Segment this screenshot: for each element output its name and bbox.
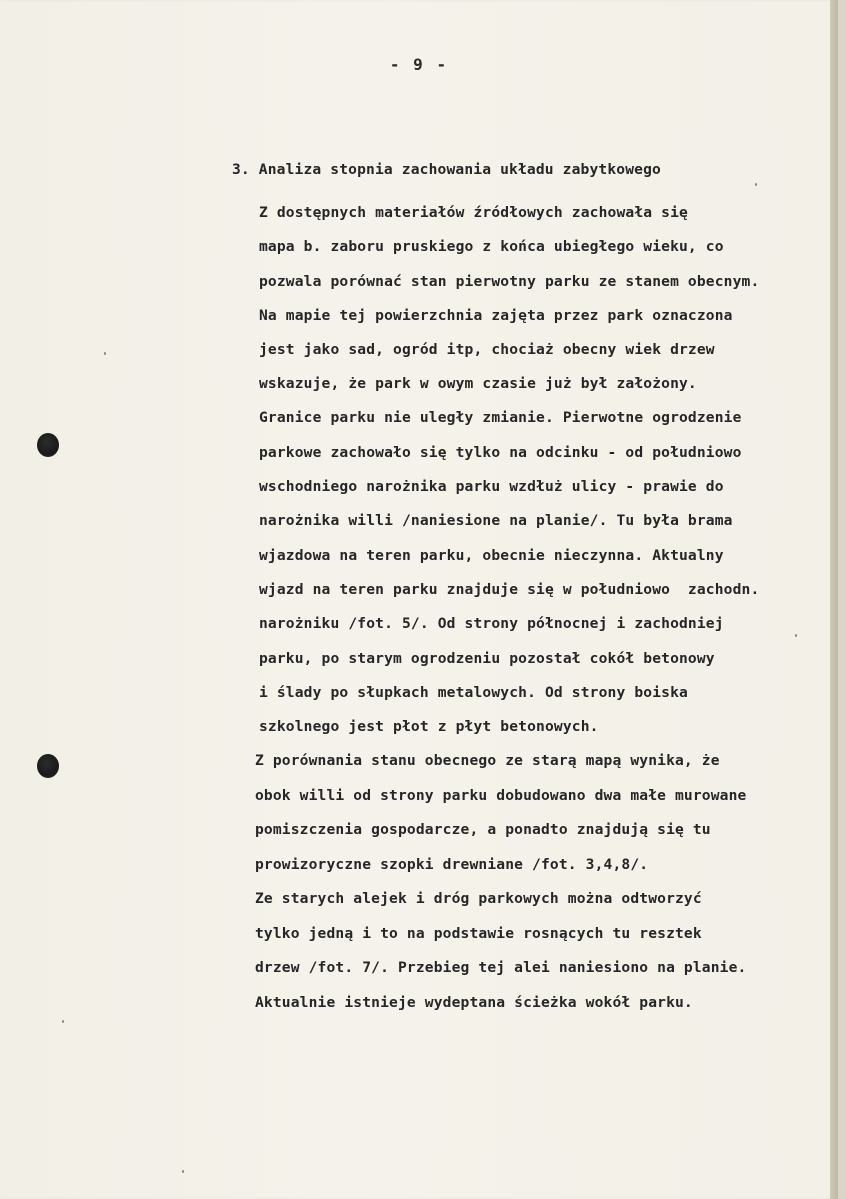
body-line: Aktualnie istnieje wydeptana ścieżka wokół parku. [255,994,693,1011]
body-line: parku, po starym ogrodzeniu pozostał cokół betonowy [259,650,715,667]
body-line: jest jako sad, ogród itp, chociaż obecny wiek drzew [259,341,715,358]
page-number: - 9 - [389,55,449,74]
paper-speck [795,634,797,637]
body-line: wskazuje, że park w owym czasie już był założony. [259,375,697,392]
page-edge [830,0,838,1199]
body-line: drzew /fot. 7/. Przebieg tej alei naniesiono na planie. [255,959,747,976]
body-line: mapa b. zaboru pruskiego z końca ubiegłego wieku, co [259,238,724,255]
body-line: Z porównania stanu obecnego ze starą mapą wynika, że [255,752,720,769]
body-line: pozwala porównać stan pierwotny parku ze stanem obecnym. [259,273,760,290]
body-line: prowizoryczne szopki drewniane /fot. 3,4,8/. [255,856,649,873]
body-line: Z dostępnych materiałów źródłowych zachowała się [259,204,688,221]
body-line: i ślady po słupkach metalowych. Od strony boiska [259,684,688,701]
paper-speck [104,352,106,355]
body-line: pomiszczenia gospodarcze, a ponadto znajdują się tu [255,821,711,838]
body-line: obok willi od strony parku dobudowano dwa małe murowane [255,787,747,804]
paper-speck [62,1020,64,1023]
body-line: Na mapie tej powierzchnia zajęta przez park oznaczona [259,307,733,324]
section-heading: 3. Analiza stopnia zachowania układu zabytkowego [232,161,661,178]
punch-hole [37,433,59,457]
body-line: wschodniego narożnika parku wzdłuż ulicy - prawie do [259,478,724,495]
paper-speck [182,1170,184,1173]
body-line: narożnika willi /naniesione na planie/. Tu była brama [259,512,733,529]
punch-hole [37,754,59,778]
body-line: Granice parku nie uległy zmianie. Pierwotne ogrodzenie [259,409,742,426]
paper-speck [755,183,757,186]
body-line: wjazdowa na teren parku, obecnie nieczynna. Aktualny [259,547,724,564]
body-line: parkowe zachowało się tylko na odcinku - od południowo [259,444,742,461]
body-line: narożniku /fot. 5/. Od strony północnej i zachodniej [259,615,724,632]
body-line: Ze starych alejek i dróg parkowych można odtworzyć [255,890,702,907]
body-line: tylko jedną i to na podstawie rosnących tu resztek [255,925,702,942]
body-line: szkolnego jest płot z płyt betonowych. [259,718,599,735]
body-line: wjazd na teren parku znajduje się w południowo zachodn. [259,581,760,598]
